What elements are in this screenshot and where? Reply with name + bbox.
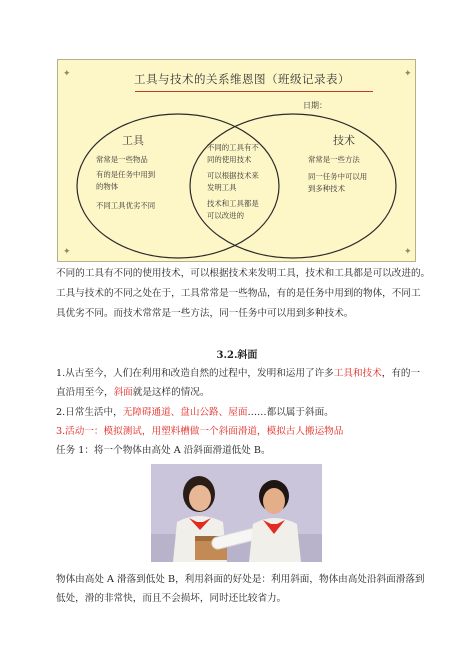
summary-line: 工具与技术的不同之处在于，工具常常是一些物品，有的是任务中用到的物体，不同工 [56, 288, 421, 299]
conclusion-line: 物体由高处 A 滑落到低处 B，利用斜面的好处是：利用斜面，物体由高处沿斜面滑落到 [56, 574, 425, 585]
pin-icon: ✦ [404, 247, 412, 257]
venn-title: 工具与技术的关系维恩图（班级记录表） [134, 72, 350, 86]
tools-circle-title: 工具 [122, 134, 144, 147]
technique-line: 到多种技术 [308, 184, 345, 193]
shared-line: 不同的工具有不 [207, 143, 259, 152]
venn-diagram-card [57, 59, 416, 262]
item2-line: 2.日常生活中，无障碍通道、盘山公路、屋面……都以属于斜面。 [56, 407, 334, 418]
item1-line2: 直沿用至今，斜面就是这样的情况。 [56, 387, 210, 398]
section-heading: 3.2.斜面 [216, 350, 258, 361]
pin-icon: ✦ [63, 69, 71, 79]
students-photo [151, 464, 322, 562]
date-label: 日期： [303, 101, 327, 110]
item1-line1: 1.从古至今，人们在利用和改造自然的过程中，发明和运用了许多工具和技术，有的一 [56, 368, 421, 379]
shared-line: 发明工具 [207, 183, 237, 192]
item3-activity-line: 3.活动一：模拟测试，用塑料槽做一个斜面滑道，模拟古人搬运物品 [56, 426, 344, 437]
tools-line: 有的是任务中用到 [96, 170, 156, 179]
technique-line: 常常是一些方法 [308, 155, 360, 164]
task-line: 任务 1：将一个物体由高处 A 沿斜面滑道低处 B。 [56, 445, 271, 456]
tools-line: 不同工具优劣不同 [96, 201, 156, 210]
pin-icon: ✦ [404, 69, 412, 79]
tools-line: 常常是一些物品 [96, 155, 148, 164]
technique-line: 同一任务中可以用 [308, 172, 368, 181]
technique-circle-title: 技术 [333, 134, 355, 147]
shared-line: 可以根据技术来 [207, 171, 259, 180]
shared-line: 可以改进的 [207, 211, 244, 220]
conclusion-line: 低处，滑的非常快，而且不会损坏，同时还比较省力。 [56, 593, 287, 604]
summary-line: 具优劣不同。而技术常常是一些方法，同一任务中可以用到多种技术。 [56, 308, 354, 319]
shared-line: 技术和工具都是 [207, 199, 259, 208]
pin-icon: ✦ [63, 247, 71, 257]
summary-line: 不同的工具有不同的使用技术，可以根据技术来发明工具，技术和工具都是可以改进的。 [56, 268, 431, 279]
tools-line: 的物体 [96, 182, 119, 191]
shared-line: 同的使用技术 [207, 155, 252, 164]
